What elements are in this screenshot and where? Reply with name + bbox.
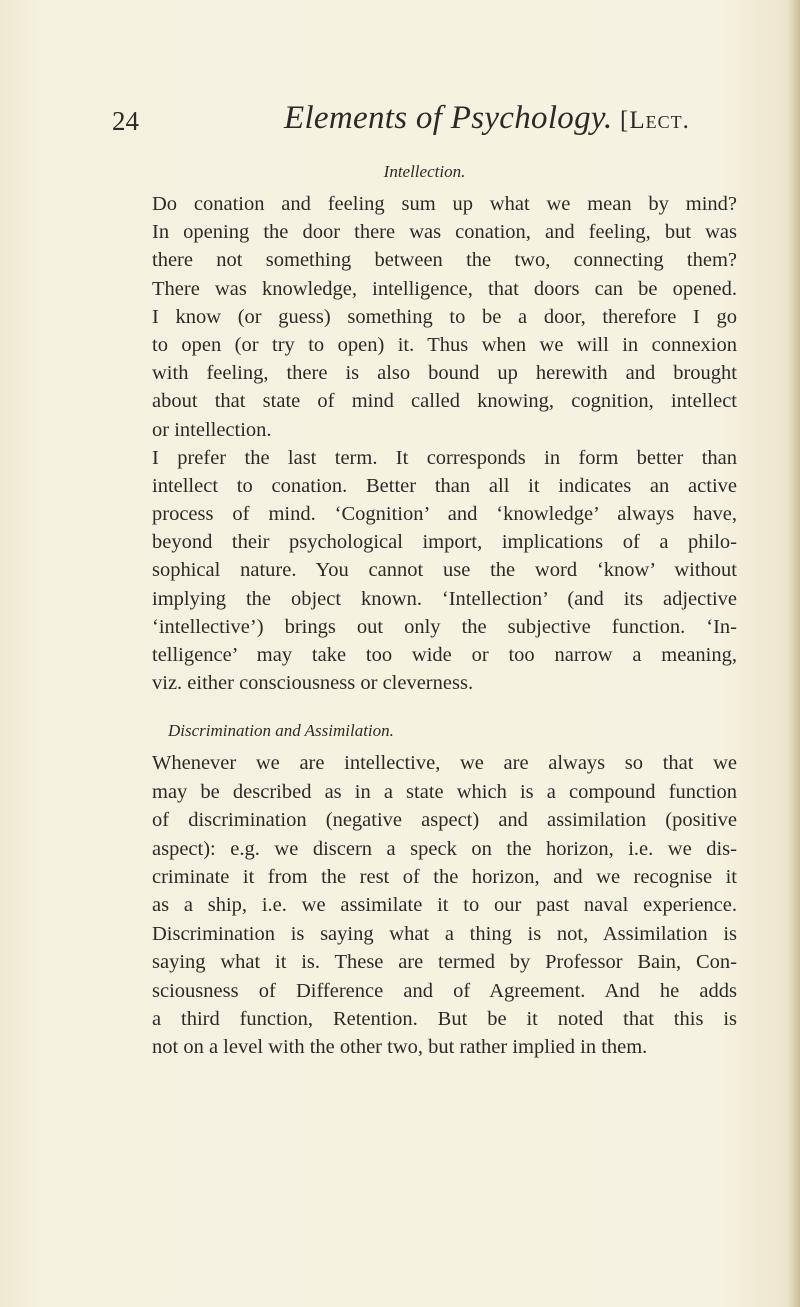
paragraph-conation (152, 190, 737, 444)
text-line: with feeling, there is also bound up herewith and brought (152, 362, 737, 385)
text-line: or intellection. (152, 418, 272, 441)
running-title: Elements of Psychology. (284, 100, 613, 136)
page-edge-shadow (786, 0, 800, 1307)
text-line: I prefer the last term. It corresponds in form better than (152, 446, 737, 469)
section-heading-intellection: Intellection. (383, 162, 466, 181)
section-heading-discrimination: Discrimination and Assimilation. (168, 721, 394, 741)
text-line: Whenever we are intellective, we are always so that we (152, 752, 737, 775)
text-line: criminate it from the rest of the horizon, and we recognise it (152, 865, 737, 888)
text-line: about that state of mind called knowing, cognition, intellect (152, 390, 737, 413)
page-header (0, 100, 800, 144)
text-line: ‘intellective’) brings out only the subjective function. ‘In- (152, 615, 737, 638)
text-line: In opening the door there was conation, and feeling, but was (152, 221, 737, 244)
text-line: There was knowledge, intelligence, that doors can be opened. (152, 277, 737, 300)
text-line: saying what it is. These are termed by Professor Bain, Con- (152, 951, 737, 974)
text-line: sciousness of Difference and of Agreement. And he adds (152, 979, 737, 1002)
text-line: may be described as in a state which is a compound function (152, 780, 737, 803)
page-body (152, 160, 737, 1062)
text-line: as a ship, i.e. we assimilate it to our past naval experience. (152, 894, 737, 917)
lecture-label: [Lect. (620, 107, 690, 134)
text-line: Do conation and feeling sum up what we mean by mind? (152, 193, 737, 215)
text-line: not on a level with the other two, but rather implied in them. (152, 1036, 648, 1059)
text-line: telligence’ may take too wide or too narrow a meaning, (152, 644, 737, 666)
text-line: viz. either consciousness or cleverness. (152, 672, 474, 695)
text-line: of discrimination (negative aspect) and assimilation (positive (152, 809, 737, 832)
text-line: process of mind. ‘Cognition’ and ‘knowledge’ always have, (152, 503, 737, 526)
text-line: I know (or guess) something to be a door, therefore I go (152, 305, 737, 328)
section-gap (152, 697, 737, 711)
text-line: aspect): e.g. we discern a speck on the horizon, i.e. we dis- (152, 837, 737, 860)
text-line: Discrimination is saying what a thing is not, Assimilation is (152, 922, 737, 945)
text-line: intellect to conation. Better than all it indicates an active (152, 474, 737, 497)
page-number: 24 (112, 106, 139, 136)
text-line: beyond their psychological import, implications of a philo- (152, 531, 737, 554)
text-line: implying the object known. ‘Intellection’ (and its adjective (152, 587, 737, 610)
text-line: to open (or try to open) it. Thus when we will in connexion (152, 333, 737, 356)
paragraph-discrimination (152, 749, 737, 1061)
text-line: a third function, Retention. But be it noted that this is (152, 1007, 737, 1030)
paragraph-prefer-term (152, 444, 737, 698)
text-line: sophical nature. You cannot use the word ‘know’ without (152, 559, 737, 582)
text-line: there not something between the two, connecting them? (152, 249, 737, 272)
